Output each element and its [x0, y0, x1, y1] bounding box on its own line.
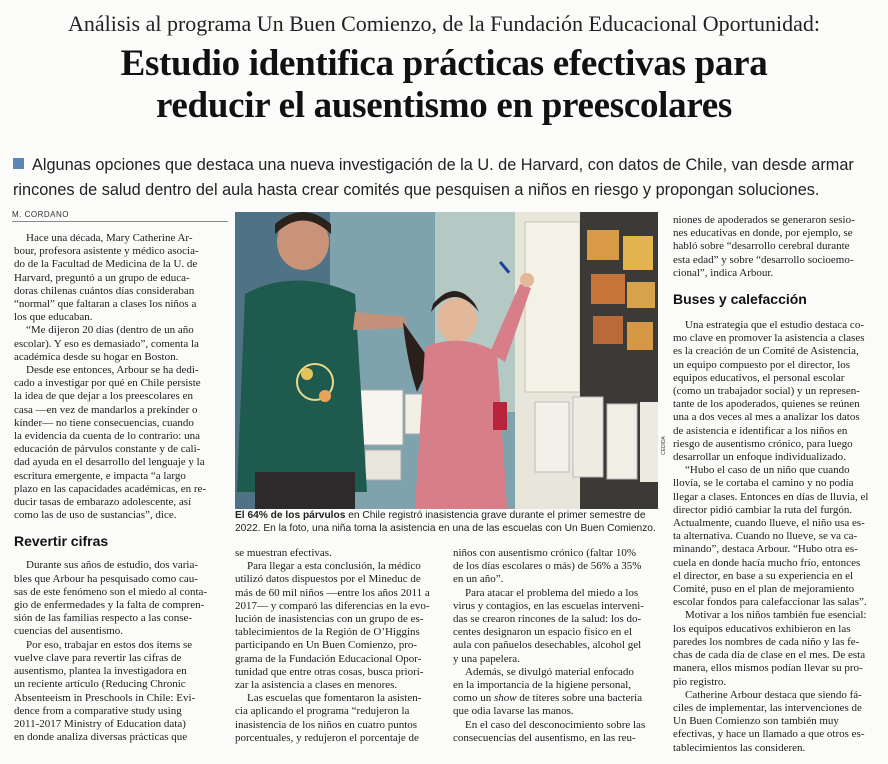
column-2	[235, 547, 447, 745]
text-line: equipos educativos, el personal escolar	[673, 371, 845, 384]
text-line: llovía, se le cortaba el camino y no podía	[673, 477, 854, 490]
text-line: Desde ese entonces, Arbour se ha dedi-	[26, 364, 199, 377]
text-line: un equipo compuesto por el director, los	[673, 358, 851, 371]
text-line: Un Buen Comienzo son también muy	[673, 715, 839, 728]
text-line: Motivar a los niños también fue esencial:	[685, 609, 867, 622]
text-line: tante de los apoderados, quienes se reúnen	[673, 398, 860, 411]
caption-line: 2022. En la foto, una niña toma la asistencia en una de las escuelas con Un Buen Comienzo.	[235, 523, 656, 534]
text-line: grama de la Fundación Educacional Opor-	[235, 652, 422, 665]
text-line: virus y contagios, en las escuelas interveni-	[453, 599, 644, 612]
text-line: tablecimientos de la Región de O’Higgins	[235, 626, 420, 639]
text-line: do de la Facultad de Medicina de la U. de	[14, 258, 198, 271]
caption-line	[235, 509, 665, 522]
article-deck	[13, 153, 879, 203]
paragraph	[673, 464, 881, 609]
text-line: vuelve clave para revertir las cifras de	[14, 651, 182, 664]
text-line: “normal” que faltaran a clases los niños a	[14, 298, 197, 311]
column-3	[453, 547, 665, 745]
text-line: Las escuelas que fomentaron la asisten-	[247, 692, 422, 705]
text-line: más de 60 mil niños —entre los años 2011 a	[235, 586, 430, 599]
text-line: sas de este fenómeno son el miedo al conta-	[14, 585, 208, 598]
text-line: aula con pañuelos desechables, alcohol gel	[453, 639, 642, 652]
article-kicker: Análisis al programa Un Buen Comienzo, de la Fundación Educacional Oportunidad:	[67, 11, 821, 36]
text-line: Además, se divulgó material enfocado	[465, 665, 634, 678]
byline: M. CORDANO	[12, 210, 228, 222]
text-line: kínder— no tiene consecuencias, cuando	[14, 416, 194, 429]
subheading-buses-calefaccion: Buses y calefacción	[673, 291, 807, 308]
text-line: los que educaban.	[14, 311, 93, 324]
paragraph-lines	[453, 666, 665, 692]
text-line: nes educativas en donde, por ejemplo, se	[673, 227, 853, 240]
text-line: participando en Un Buen Comienzo, pro-	[235, 639, 418, 652]
text-line: escritura emergente, e impacta “a largo	[14, 469, 186, 482]
text-line: bour, profesora asistente y médico asocia-	[14, 245, 199, 258]
text-line: tablecimientos las consideren.	[673, 741, 806, 754]
text-line: mo clave en promover la asistencia a clases	[673, 332, 865, 345]
text-run: de títeres sobre una bacteria	[516, 692, 643, 705]
text-line: Para llegar a esta conclusión, la médico	[247, 560, 421, 573]
text-line: tunidad que entre otras cosas, busca priori-	[235, 665, 424, 678]
text-line: “Hubo el caso de un niño que cuando	[685, 464, 850, 477]
text-line	[453, 692, 665, 705]
text-line: Por eso, trabajar en estos dos ítems se	[26, 638, 193, 651]
text-line: un reciente artículo (Reducing Chronic	[14, 678, 186, 691]
text-line: ciles de implementar, las intervenciones de	[673, 701, 862, 714]
text-line: cuela en donde hacía mucho frío, entonces	[673, 556, 861, 569]
paragraph	[453, 719, 665, 745]
text-line: la idea de que dejar a los preescolares en	[14, 390, 193, 403]
paragraph	[673, 609, 881, 688]
text-line: paredes los nombres de cada niño y las fe-	[673, 635, 860, 648]
caption-text: en Chile registró inasistencia grave durante el primer semestre de	[345, 510, 646, 521]
text-line: los equipos educativos exhibieron en las	[673, 622, 851, 635]
text-line: bles que Arbour ha pesquisado como cau-	[14, 572, 198, 585]
text-line: de los días escolares o más) de 56% a 35%	[453, 560, 642, 573]
paragraph	[235, 547, 447, 560]
text-line: plazo en las capacidades académicas, en re-	[14, 482, 207, 495]
caption-bold: El 64% de los párvulos	[235, 510, 346, 521]
column-1	[14, 232, 230, 744]
text-line: se muestran efectivas.	[235, 547, 332, 559]
photo-credit: CEDIDA	[661, 436, 667, 455]
text-line: Una estrategia que el estudio destaca co-	[685, 319, 864, 332]
deck-text: Algunas opciones que destaca una nueva investigación de la U. de Harvard, con datos de Chile, van desde armar	[32, 156, 854, 174]
text-line: porcentuales, y redujeron el porcentaje de	[235, 731, 419, 744]
text-line: niños con ausentismo crónico (faltar 10%	[453, 547, 636, 559]
column-4	[673, 214, 881, 755]
text-line: y una papelera.	[453, 652, 520, 665]
text-line: ta alternativa. Cuando no llueve, se va ca-	[673, 530, 858, 543]
text-line: en la importancia de la higiene personal,	[453, 679, 632, 692]
text-line: esta edad” y sobre “desarrollo socioemo-	[673, 253, 854, 266]
paragraph	[235, 560, 447, 692]
text-line: inasistencia de los niños en cuatro puntos	[235, 718, 418, 731]
text-line: desarrollar un enfoque individualizado.	[673, 451, 846, 464]
headline-line: Estudio identifica prácticas efectivas para	[120, 43, 768, 84]
text-line: educación de párvulos constante y de cali-	[14, 443, 201, 456]
subheading-revertir-cifras: Revertir cifras	[14, 533, 109, 550]
paragraph	[673, 319, 881, 464]
paragraph	[673, 689, 881, 755]
text-line: ausentismo, plantea la investigadora en	[14, 665, 187, 678]
headline-line: reducir el ausentismo en preescolares	[155, 85, 733, 126]
text-line: doras chilenas cuántos días consideraban	[14, 284, 195, 297]
paragraph	[453, 547, 665, 587]
text-line: Comité, puso en el plan de mejoramiento	[673, 583, 855, 596]
text-line: En el caso del desconocimiento sobre las	[465, 718, 646, 731]
classroom-photo-illustration	[235, 212, 658, 509]
text-line: Catherine Arbour destaca que siendo fá-	[685, 688, 862, 701]
text-line: Absenteeism in Preschools in Chile: Evi-	[14, 691, 196, 704]
bullet-square-icon	[13, 158, 24, 169]
paragraph	[14, 364, 230, 522]
text-line: centes designaron un espacio físico en el	[453, 626, 632, 639]
text-line: niones de apoderados se generaron sesio-	[673, 214, 855, 226]
text-line: la evidencia da cuenta de lo contrario: una	[14, 430, 200, 443]
text-line: manera, ellos mismos podían llevar su pro-	[673, 662, 863, 675]
text-line: pio registro.	[673, 675, 727, 688]
text-line: escolar fondos para calefaccionar las salas”.	[673, 596, 867, 609]
text-line: 2017— y comparó las diferencias en la evo-	[235, 599, 430, 612]
text-line: Para atacar el problema del miedo a los	[465, 586, 639, 599]
text-line: escolar). Y eso es demasiado”, comenta la	[14, 337, 199, 350]
text-line: académica desde su hogar en Boston.	[14, 350, 179, 363]
text-run: como un	[453, 692, 494, 705]
paragraph	[14, 559, 230, 638]
paragraph	[453, 587, 665, 666]
text-line: 2011-2017 Ministry of Education data)	[14, 717, 186, 730]
text-line: lución de inasistencias con un grupo de es-	[235, 613, 424, 626]
emphasis-show: show	[493, 692, 517, 705]
text-line: que odia lavarse las manos.	[453, 705, 574, 718]
text-line: director pidió cambiar la ruta del furgón.	[673, 503, 853, 516]
text-line: llegar a clases. Entonces en días de lluvia, el	[673, 490, 869, 503]
paragraph	[453, 666, 665, 719]
paragraph	[14, 232, 230, 324]
text-line: cional”, indica Arbour.	[673, 266, 774, 279]
text-line: minando”, destaca Arbour. “Hubo otra es-	[673, 543, 858, 556]
text-line: “Me dijeron 20 días (dentro de un año	[26, 324, 194, 337]
text-line: casa —en vez de mandarlos a prekínder o	[14, 403, 198, 416]
article-photo	[235, 212, 658, 509]
photo-caption	[235, 509, 665, 535]
text-line: chas de cada día de clase en el mes. De esta	[673, 649, 866, 662]
text-line: Actualmente, cuando llueve, el niño usa es-	[673, 517, 865, 530]
text-line: das se crearon rincones de la salud: los do-	[453, 613, 642, 626]
text-line: el director, en base a su experiencia en el	[673, 569, 854, 582]
text-line: de asistencia e identificar a los niños en	[673, 424, 848, 437]
text-line: Durante sus años de estudio, dos varia-	[26, 559, 198, 572]
text-line: (como un trabajador social) y un represen-	[673, 385, 860, 398]
text-line: como las de uso de sustancias”, dice.	[14, 509, 177, 522]
text-line: una a dos veces al mes a analizar los datos	[673, 411, 860, 424]
deck-line	[13, 153, 879, 178]
text-line: Harvard, preguntó a un grupo de educa-	[14, 271, 190, 284]
text-line: ducir tasas de embarazo adolescente, así	[14, 496, 192, 509]
text-line: en donde analiza diversas prácticas que	[14, 731, 188, 744]
text-line: zar la asistencia a clases en menores.	[235, 679, 398, 692]
text-line: es la creación de un Comité de Asistencia,	[673, 345, 859, 358]
deck-line: rincones de salud dentro del aula hasta crear comités que pesquisen a niños en riesgo y propongan soluciones.	[13, 181, 820, 199]
text-line: consecuencias del ausentismo, en las reu-	[453, 731, 636, 744]
article-headline	[0, 43, 888, 127]
text-line: riesgo de ausentismo crónico, para luego	[673, 437, 853, 450]
text-line: gio de enfermedades y la falta de compren-	[14, 599, 205, 612]
text-line: utilizó datos dispuestos por el Mineduc de	[235, 573, 421, 586]
text-line: efectivas, y hace un llamado a que otros es-	[673, 728, 865, 741]
text-line: cado a investigar por qué en Chile persiste	[14, 377, 201, 390]
paragraph	[14, 324, 230, 364]
text-line: habló sobre “desarrollo cerebral durante	[673, 240, 850, 253]
text-line: cia aplicando el programa “redujeron la	[235, 705, 410, 718]
text-line: cuencias del ausentismo.	[14, 625, 124, 638]
text-line: dad ayuda en el desarrollo del lenguaje y la	[14, 456, 205, 469]
paragraph	[235, 692, 447, 745]
paragraph	[673, 214, 881, 280]
text-line: dence from a comparative study using	[14, 704, 182, 717]
text-line: en un año”.	[453, 573, 504, 586]
text-line: sión de las familias respecto a las conse-	[14, 612, 193, 625]
paragraph	[14, 639, 230, 745]
text-line: Hace una década, Mary Catherine Ar-	[26, 232, 193, 244]
